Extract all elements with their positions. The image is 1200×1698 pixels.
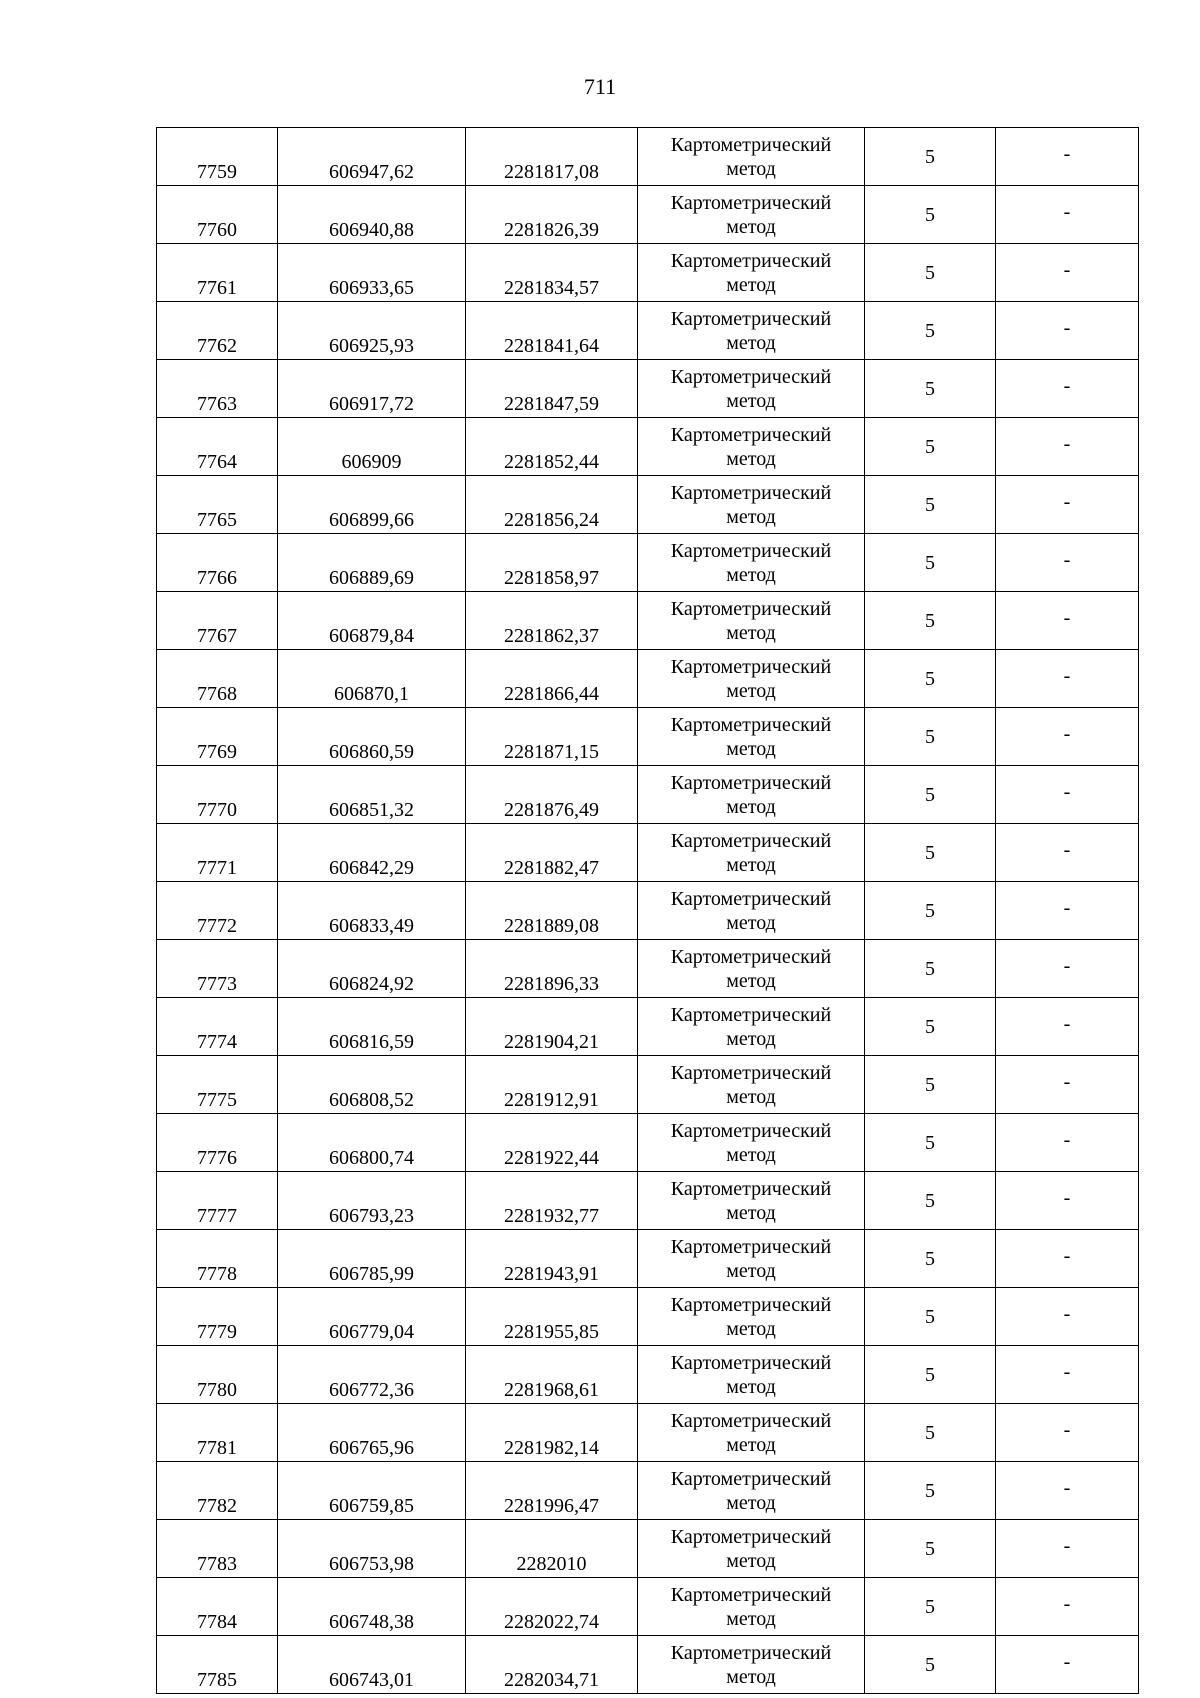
- point-number-cell: 7767: [157, 592, 278, 650]
- accuracy-cell: 5: [865, 1636, 996, 1694]
- note-cell: -: [996, 1288, 1139, 1346]
- table-row: [157, 418, 1139, 476]
- method-line-1: Картометрический: [670, 1409, 832, 1432]
- method-line-1: Картометрический: [670, 1003, 832, 1026]
- accuracy-cell: 5: [865, 708, 996, 766]
- y-coordinate-cell: 2281834,57: [466, 244, 638, 302]
- x-coordinate-cell: 606933,65: [278, 244, 466, 302]
- method-cell: [638, 534, 865, 592]
- method-cell: [638, 1288, 865, 1346]
- method-line-2: метод: [726, 215, 776, 238]
- method-line-2: метод: [726, 447, 776, 470]
- method-line-2: метод: [726, 157, 776, 180]
- y-coordinate-cell: 2281882,47: [466, 824, 638, 882]
- y-coordinate-cell: 2281912,91: [466, 1056, 638, 1114]
- note-cell: -: [996, 1346, 1139, 1404]
- table-row: [157, 650, 1139, 708]
- x-coordinate-cell: 606940,88: [278, 186, 466, 244]
- x-coordinate-cell: 606889,69: [278, 534, 466, 592]
- method-line-1: Картометрический: [670, 1525, 832, 1548]
- method-line-2: метод: [726, 911, 776, 934]
- note-cell: -: [996, 650, 1139, 708]
- table-row: [157, 476, 1139, 534]
- point-number-cell: 7769: [157, 708, 278, 766]
- accuracy-cell: 5: [865, 534, 996, 592]
- y-coordinate-cell: 2281847,59: [466, 360, 638, 418]
- method-line-2: метод: [726, 1433, 776, 1456]
- method-line-2: метод: [726, 1143, 776, 1166]
- table-row: [157, 1462, 1139, 1520]
- table-row: [157, 824, 1139, 882]
- x-coordinate-cell: 606772,36: [278, 1346, 466, 1404]
- y-coordinate-cell: 2281932,77: [466, 1172, 638, 1230]
- accuracy-cell: 5: [865, 998, 996, 1056]
- method-line-2: метод: [726, 621, 776, 644]
- y-coordinate-cell: 2281922,44: [466, 1114, 638, 1172]
- coordinates-table-body: [157, 128, 1139, 1694]
- table-row: [157, 940, 1139, 998]
- y-coordinate-cell: 2281856,24: [466, 476, 638, 534]
- point-number-cell: 7785: [157, 1636, 278, 1694]
- point-number-cell: 7775: [157, 1056, 278, 1114]
- x-coordinate-cell: 606947,62: [278, 128, 466, 186]
- y-coordinate-cell: 2281904,21: [466, 998, 638, 1056]
- method-cell: [638, 128, 865, 186]
- x-coordinate-cell: 606917,72: [278, 360, 466, 418]
- method-line-1: Картометрический: [670, 945, 832, 968]
- method-line-1: Картометрический: [670, 771, 832, 794]
- table-row: [157, 1404, 1139, 1462]
- table-row: [157, 360, 1139, 418]
- x-coordinate-cell: 606824,92: [278, 940, 466, 998]
- method-line-2: метод: [726, 1201, 776, 1224]
- method-line-2: метод: [726, 679, 776, 702]
- method-line-1: Картометрический: [670, 481, 832, 504]
- note-cell: -: [996, 1230, 1139, 1288]
- method-line-1: Картометрический: [670, 829, 832, 852]
- note-cell: -: [996, 534, 1139, 592]
- method-cell: [638, 1462, 865, 1520]
- x-coordinate-cell: 606785,99: [278, 1230, 466, 1288]
- x-coordinate-cell: 606753,98: [278, 1520, 466, 1578]
- method-cell: [638, 244, 865, 302]
- x-coordinate-cell: 606899,66: [278, 476, 466, 534]
- point-number-cell: 7765: [157, 476, 278, 534]
- method-line-1: Картометрический: [670, 307, 832, 330]
- note-cell: -: [996, 940, 1139, 998]
- table-row: [157, 1520, 1139, 1578]
- y-coordinate-cell: 2281841,64: [466, 302, 638, 360]
- point-number-cell: 7778: [157, 1230, 278, 1288]
- method-line-2: метод: [726, 505, 776, 528]
- method-cell: [638, 1578, 865, 1636]
- method-cell: [638, 882, 865, 940]
- note-cell: -: [996, 244, 1139, 302]
- method-line-2: метод: [726, 1317, 776, 1340]
- method-line-1: Картометрический: [670, 887, 832, 910]
- method-cell: [638, 1230, 865, 1288]
- y-coordinate-cell: 2281871,15: [466, 708, 638, 766]
- y-coordinate-cell: 2282010: [466, 1520, 638, 1578]
- method-line-2: метод: [726, 969, 776, 992]
- point-number-cell: 7764: [157, 418, 278, 476]
- point-number-cell: 7760: [157, 186, 278, 244]
- accuracy-cell: 5: [865, 940, 996, 998]
- point-number-cell: 7782: [157, 1462, 278, 1520]
- method-line-1: Картометрический: [670, 133, 832, 156]
- method-cell: [638, 940, 865, 998]
- point-number-cell: 7776: [157, 1114, 278, 1172]
- y-coordinate-cell: 2281968,61: [466, 1346, 638, 1404]
- note-cell: -: [996, 1114, 1139, 1172]
- accuracy-cell: 5: [865, 824, 996, 882]
- note-cell: -: [996, 128, 1139, 186]
- note-cell: -: [996, 1462, 1139, 1520]
- method-cell: [638, 1056, 865, 1114]
- y-coordinate-cell: 2281826,39: [466, 186, 638, 244]
- y-coordinate-cell: 2281852,44: [466, 418, 638, 476]
- method-line-1: Картометрический: [670, 249, 832, 272]
- point-number-cell: 7763: [157, 360, 278, 418]
- y-coordinate-cell: 2281996,47: [466, 1462, 638, 1520]
- accuracy-cell: 5: [865, 1172, 996, 1230]
- method-line-1: Картометрический: [670, 539, 832, 562]
- method-line-2: метод: [726, 1665, 776, 1688]
- note-cell: -: [996, 186, 1139, 244]
- table-row: [157, 1288, 1139, 1346]
- method-cell: [638, 1636, 865, 1694]
- x-coordinate-cell: 606925,93: [278, 302, 466, 360]
- method-line-1: Картометрический: [670, 597, 832, 620]
- point-number-cell: 7762: [157, 302, 278, 360]
- method-line-2: метод: [726, 1607, 776, 1630]
- method-line-1: Картометрический: [670, 1351, 832, 1374]
- method-cell: [638, 592, 865, 650]
- accuracy-cell: 5: [865, 186, 996, 244]
- method-cell: [638, 1172, 865, 1230]
- method-line-2: метод: [726, 1491, 776, 1514]
- y-coordinate-cell: 2281896,33: [466, 940, 638, 998]
- method-cell: [638, 1404, 865, 1462]
- x-coordinate-cell: 606759,85: [278, 1462, 466, 1520]
- x-coordinate-cell: 606816,59: [278, 998, 466, 1056]
- method-line-1: Картометрический: [670, 365, 832, 388]
- note-cell: -: [996, 1578, 1139, 1636]
- x-coordinate-cell: 606860,59: [278, 708, 466, 766]
- method-cell: [638, 1114, 865, 1172]
- method-cell: [638, 998, 865, 1056]
- y-coordinate-cell: 2281876,49: [466, 766, 638, 824]
- method-line-2: метод: [726, 853, 776, 876]
- table-row: [157, 708, 1139, 766]
- x-coordinate-cell: 606765,96: [278, 1404, 466, 1462]
- x-coordinate-cell: 606870,1: [278, 650, 466, 708]
- point-number-cell: 7777: [157, 1172, 278, 1230]
- note-cell: -: [996, 1056, 1139, 1114]
- note-cell: -: [996, 766, 1139, 824]
- note-cell: -: [996, 1520, 1139, 1578]
- point-number-cell: 7780: [157, 1346, 278, 1404]
- method-cell: [638, 824, 865, 882]
- accuracy-cell: 5: [865, 592, 996, 650]
- x-coordinate-cell: 606808,52: [278, 1056, 466, 1114]
- table-row: [157, 1056, 1139, 1114]
- method-line-1: Картометрический: [670, 1467, 832, 1490]
- page-number: 711: [583, 74, 617, 99]
- accuracy-cell: 5: [865, 766, 996, 824]
- method-cell: [638, 708, 865, 766]
- accuracy-cell: 5: [865, 1578, 996, 1636]
- table-row: [157, 186, 1139, 244]
- method-cell: [638, 360, 865, 418]
- table-row: [157, 534, 1139, 592]
- method-line-2: метод: [726, 389, 776, 412]
- table-row: [157, 1172, 1139, 1230]
- method-line-1: Картометрический: [670, 1061, 832, 1084]
- accuracy-cell: 5: [865, 418, 996, 476]
- accuracy-cell: 5: [865, 1346, 996, 1404]
- point-number-cell: 7761: [157, 244, 278, 302]
- note-cell: -: [996, 998, 1139, 1056]
- method-line-2: метод: [726, 1085, 776, 1108]
- table-row: [157, 1578, 1139, 1636]
- method-line-2: метод: [726, 331, 776, 354]
- y-coordinate-cell: 2281889,08: [466, 882, 638, 940]
- y-coordinate-cell: 2281817,08: [466, 128, 638, 186]
- method-line-2: метод: [726, 563, 776, 586]
- note-cell: -: [996, 476, 1139, 534]
- point-number-cell: 7766: [157, 534, 278, 592]
- table-row: [157, 766, 1139, 824]
- method-cell: [638, 766, 865, 824]
- x-coordinate-cell: 606833,49: [278, 882, 466, 940]
- note-cell: -: [996, 1404, 1139, 1462]
- point-number-cell: 7781: [157, 1404, 278, 1462]
- method-line-1: Картометрический: [670, 1293, 832, 1316]
- accuracy-cell: 5: [865, 1114, 996, 1172]
- x-coordinate-cell: 606743,01: [278, 1636, 466, 1694]
- point-number-cell: 7773: [157, 940, 278, 998]
- method-line-2: метод: [726, 737, 776, 760]
- y-coordinate-cell: 2282022,74: [466, 1578, 638, 1636]
- method-line-1: Картометрический: [670, 191, 832, 214]
- method-line-2: метод: [726, 1027, 776, 1050]
- accuracy-cell: 5: [865, 476, 996, 534]
- y-coordinate-cell: 2281858,97: [466, 534, 638, 592]
- accuracy-cell: 5: [865, 244, 996, 302]
- table-row: [157, 592, 1139, 650]
- point-number-cell: 7771: [157, 824, 278, 882]
- point-number-cell: 7774: [157, 998, 278, 1056]
- point-number-cell: 7784: [157, 1578, 278, 1636]
- table-row: [157, 998, 1139, 1056]
- x-coordinate-cell: 606842,29: [278, 824, 466, 882]
- method-line-2: метод: [726, 273, 776, 296]
- coordinates-table: [156, 127, 1139, 1694]
- x-coordinate-cell: 606779,04: [278, 1288, 466, 1346]
- point-number-cell: 7779: [157, 1288, 278, 1346]
- method-cell: [638, 476, 865, 534]
- method-line-1: Картометрический: [670, 1583, 832, 1606]
- method-cell: [638, 302, 865, 360]
- accuracy-cell: 5: [865, 650, 996, 708]
- accuracy-cell: 5: [865, 1520, 996, 1578]
- accuracy-cell: 5: [865, 1056, 996, 1114]
- table-row: [157, 302, 1139, 360]
- accuracy-cell: 5: [865, 302, 996, 360]
- table-row: [157, 882, 1139, 940]
- method-line-1: Картометрический: [670, 423, 832, 446]
- accuracy-cell: 5: [865, 360, 996, 418]
- method-line-1: Картометрический: [670, 1119, 832, 1142]
- table-row: [157, 1346, 1139, 1404]
- note-cell: -: [996, 360, 1139, 418]
- method-line-1: Картометрический: [670, 713, 832, 736]
- note-cell: -: [996, 1172, 1139, 1230]
- method-line-2: метод: [726, 795, 776, 818]
- method-line-2: метод: [726, 1375, 776, 1398]
- y-coordinate-cell: 2282034,71: [466, 1636, 638, 1694]
- x-coordinate-cell: 606793,23: [278, 1172, 466, 1230]
- method-line-1: Картометрический: [670, 1177, 832, 1200]
- accuracy-cell: 5: [865, 1288, 996, 1346]
- x-coordinate-cell: 606909: [278, 418, 466, 476]
- note-cell: -: [996, 592, 1139, 650]
- method-line-1: Картометрический: [670, 655, 832, 678]
- point-number-cell: 7772: [157, 882, 278, 940]
- method-line-1: Картометрический: [670, 1641, 832, 1664]
- x-coordinate-cell: 606800,74: [278, 1114, 466, 1172]
- y-coordinate-cell: 2281955,85: [466, 1288, 638, 1346]
- y-coordinate-cell: 2281862,37: [466, 592, 638, 650]
- point-number-cell: 7770: [157, 766, 278, 824]
- table-row: [157, 244, 1139, 302]
- method-cell: [638, 650, 865, 708]
- point-number-cell: 7783: [157, 1520, 278, 1578]
- table-row: [157, 128, 1139, 186]
- x-coordinate-cell: 606851,32: [278, 766, 466, 824]
- method-cell: [638, 186, 865, 244]
- accuracy-cell: 5: [865, 1462, 996, 1520]
- accuracy-cell: 5: [865, 1230, 996, 1288]
- note-cell: -: [996, 882, 1139, 940]
- table-row: [157, 1636, 1139, 1694]
- y-coordinate-cell: 2281866,44: [466, 650, 638, 708]
- table-row: [157, 1230, 1139, 1288]
- method-line-1: Картометрический: [670, 1235, 832, 1258]
- point-number-cell: 7768: [157, 650, 278, 708]
- note-cell: -: [996, 418, 1139, 476]
- method-cell: [638, 1520, 865, 1578]
- y-coordinate-cell: 2281982,14: [466, 1404, 638, 1462]
- method-cell: [638, 1346, 865, 1404]
- point-number-cell: 7759: [157, 128, 278, 186]
- x-coordinate-cell: 606748,38: [278, 1578, 466, 1636]
- table-row: [157, 1114, 1139, 1172]
- method-line-2: метод: [726, 1259, 776, 1282]
- accuracy-cell: 5: [865, 128, 996, 186]
- accuracy-cell: 5: [865, 882, 996, 940]
- note-cell: -: [996, 824, 1139, 882]
- accuracy-cell: 5: [865, 1404, 996, 1462]
- method-cell: [638, 418, 865, 476]
- y-coordinate-cell: 2281943,91: [466, 1230, 638, 1288]
- note-cell: -: [996, 302, 1139, 360]
- x-coordinate-cell: 606879,84: [278, 592, 466, 650]
- note-cell: -: [996, 708, 1139, 766]
- note-cell: -: [996, 1636, 1139, 1694]
- method-line-2: метод: [726, 1549, 776, 1572]
